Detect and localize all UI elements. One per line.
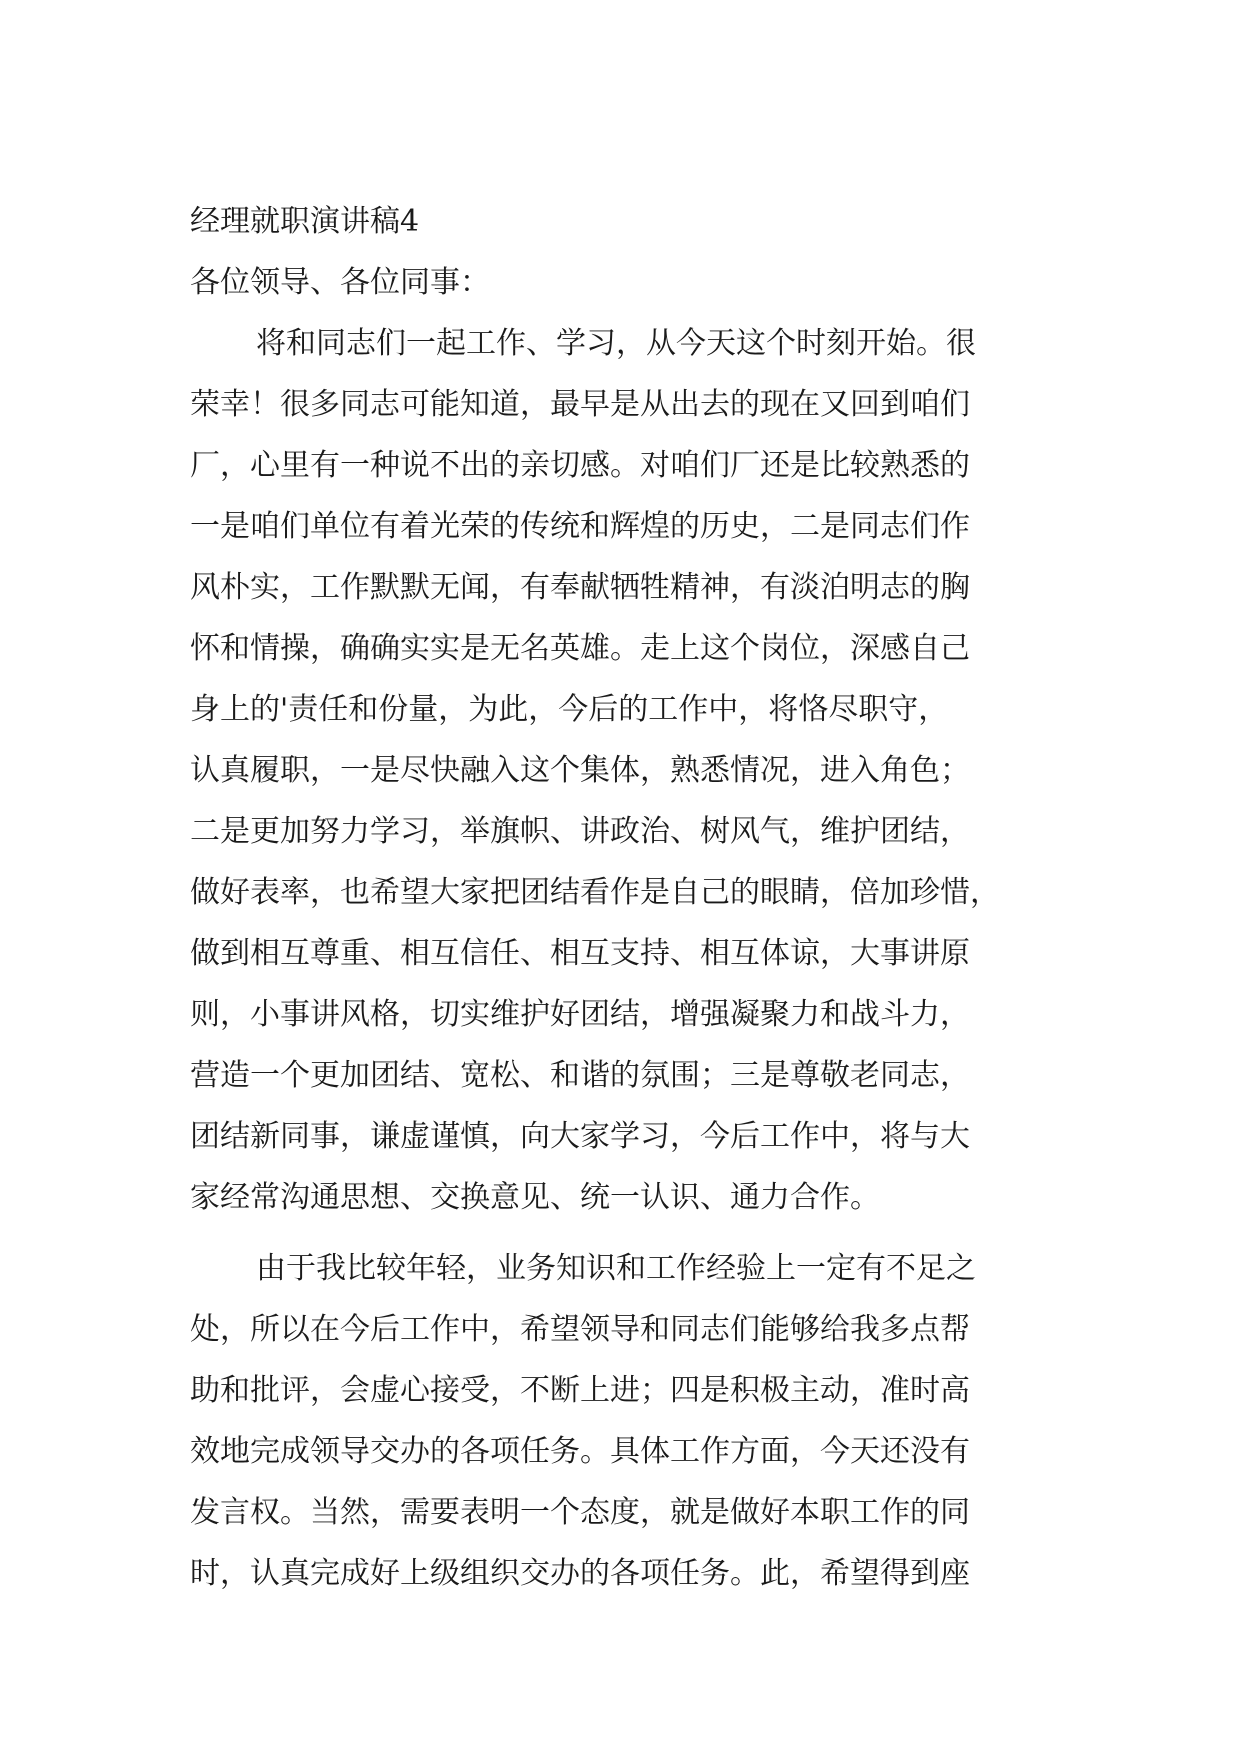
paragraph-line: 一是咱们单位有着光荣的传统和辉煌的历史，二是同志们作 [190,509,970,544]
paragraph-line: 荣幸！很多同志可能知道，最早是从出去的现在又回到咱们 [190,387,970,422]
paragraph-line: 团结新同事，谦虚谨慎，向大家学习，今后工作中，将与大 [190,1119,970,1154]
document-title: 经理就职演讲稿4 [190,204,420,239]
paragraph-line: 助和批评，会虚心接受，不断上进；四是积极主动，准时高 [190,1373,970,1408]
paragraph-line: 厂，心里有一种说不出的亲切感。对咱们厂还是比较熟悉的 [190,448,970,483]
paragraph-1 [190,313,1046,1228]
paragraph-line: 营造一个更加团结、宽松、和谐的氛围；三是尊敬老同志， [190,1058,970,1093]
paragraph-line: 发言权。当然，需要表明一个态度，就是做好本职工作的同 [190,1495,970,1530]
salutation: 各位领导、各位同事： [190,265,490,300]
paragraph-line: 做到相互尊重、相互信任、相互支持、相互体谅，大事讲原 [190,936,970,971]
paragraph-line: 将和同志们一起工作、学习，从今天这个时刻开始。很 [256,326,976,361]
paragraph-line: 怀和情操，确确实实是无名英雄。走上这个岗位，深感自己 [190,631,970,666]
document-body [190,191,1046,1604]
paragraph-line: 家经常沟通思想、交换意见、统一认识、通力合作。 [190,1180,880,1215]
paragraph-line: 由于我比较年轻，业务知识和工作经验上一定有不足之 [256,1251,976,1286]
paragraph-line: 则，小事讲风格，切实维护好团结，增强凝聚力和战斗力， [190,997,970,1032]
paragraph-line: 做好表率，也希望大家把团结看作是自己的眼睛，倍加珍惜， [190,875,1000,910]
paragraph-line: 认真履职，一是尽快融入这个集体，熟悉情况，进入角色； [190,753,970,788]
paragraph-line: 身上的'责任和份量，为此，今后的工作中，将恪尽职守， [190,692,949,727]
paragraph-line: 效地完成领导交办的各项任务。具体工作方面，今天还没有 [190,1434,970,1469]
paragraph-line: 风朴实，工作默默无闻，有奉献牺牲精神，有淡泊明志的胸 [190,570,970,605]
paragraph-2 [190,1238,1046,1604]
paragraph-line: 时，认真完成好上级组织交办的各项任务。此，希望得到座 [190,1556,970,1591]
paragraph-line: 处，所以在今后工作中，希望领导和同志们能够给我多点帮 [190,1312,970,1347]
paragraph-line: 二是更加努力学习，举旗帜、讲政治、树风气，维护团结， [190,814,970,849]
paragraph-spacer [190,1228,1046,1238]
